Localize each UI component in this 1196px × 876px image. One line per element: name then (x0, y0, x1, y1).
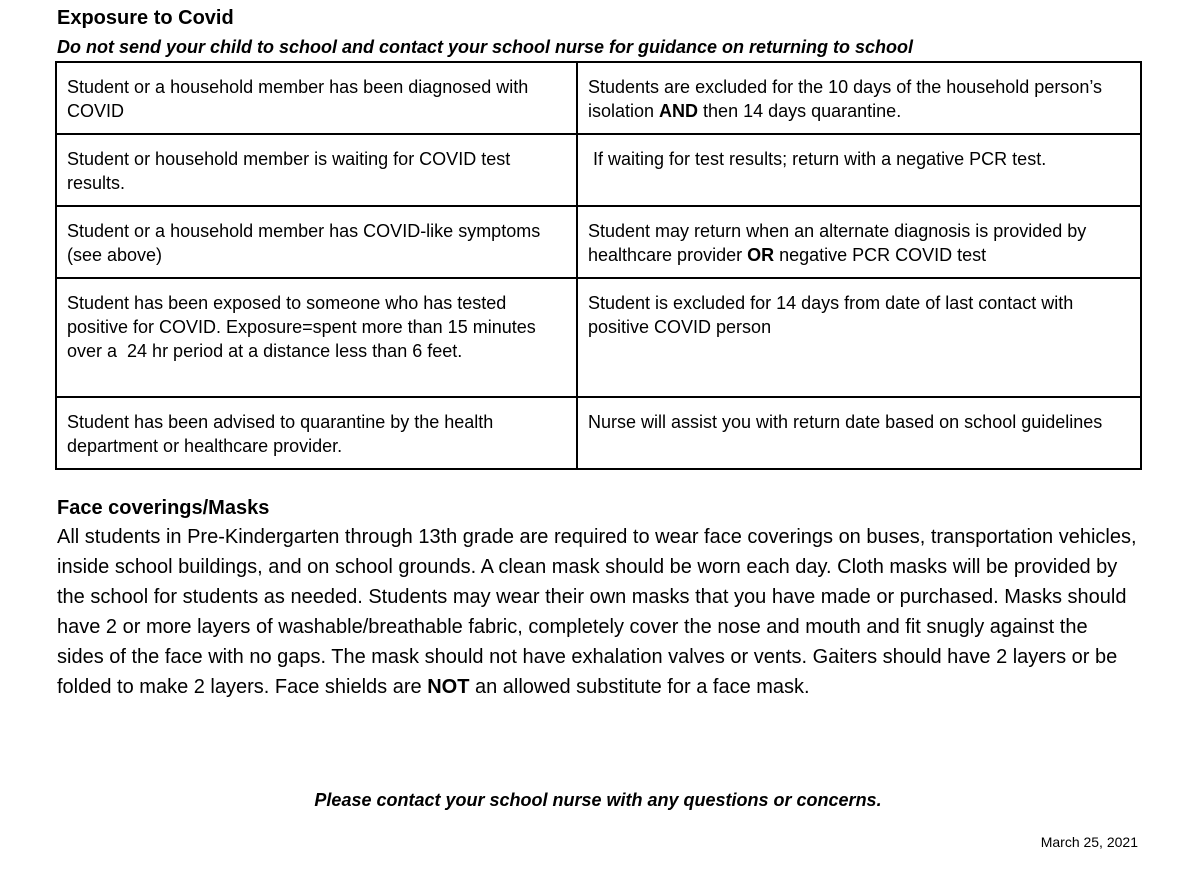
condition-cell: Student has been exposed to someone who has tested positive for COVID. Exposure=spent more than 15 minutes over a 24 hr period at a distance less than 6 feet. (56, 278, 577, 397)
table-row (56, 397, 1141, 469)
action-cell: Student may return when an alternate diagnosis is provided by healthcare provider OR negative PCR COVID test (577, 206, 1141, 278)
action-cell: Nurse will assist you with return date based on school guidelines (577, 397, 1141, 469)
table-row (56, 278, 1141, 397)
emphasis-text: OR (747, 245, 775, 265)
condition-cell: Student or a household member has COVID-like symptoms (see above) (56, 206, 577, 278)
condition-cell: Student or a household member has been diagnosed with COVID (56, 62, 577, 134)
masks-section-title: Face coverings/Masks (57, 497, 270, 519)
condition-cell: Student or household member is waiting for COVID test results. (56, 134, 577, 206)
emphasis-text: AND (659, 101, 699, 121)
exposure-guidance-table (55, 61, 1142, 470)
masks-section-body: All students in Pre-Kindergarten through 13th grade are required to wear face coverings on buses, transportation vehicles, inside school buildings, and on school grounds. A clean mask should be worn each day. Cloth masks will be provided by the school for students as needed. Students may wear their own masks that you have made or purchased. Masks should have 2 or more layers of washable/breathable fabric, completely cover the nose and mouth and fit snugly against the sides of the face with no gaps. The mask should not have exhalation valves or vents. Gaiters should have 2 layers or be folded to make 2 layers. Face shields are NOT an allowed substitute for a face mask. (57, 526, 1137, 698)
action-cell: Students are excluded for the 10 days of the household person’s isolation AND then 14 days quarantine. (577, 62, 1141, 134)
table-row (56, 62, 1141, 134)
condition-cell: Student has been advised to quarantine by the health department or healthcare provider. (56, 397, 577, 469)
action-cell: If waiting for test results; return with a negative PCR test. (577, 134, 1141, 206)
emphasis-text: NOT (427, 676, 470, 698)
action-cell: Student is excluded for 14 days from date of last contact with positive COVID person (577, 278, 1141, 397)
closing-note: Please contact your school nurse with any questions or concerns. (314, 790, 882, 810)
exposure-section-subtitle: Do not send your child to school and contact your school nurse for guidance on returning to school (57, 37, 914, 57)
exposure-section-title: Exposure to Covid (57, 7, 234, 29)
document-date: March 25, 2021 (1040, 834, 1138, 850)
table-row (56, 206, 1141, 278)
table-row (56, 134, 1141, 206)
